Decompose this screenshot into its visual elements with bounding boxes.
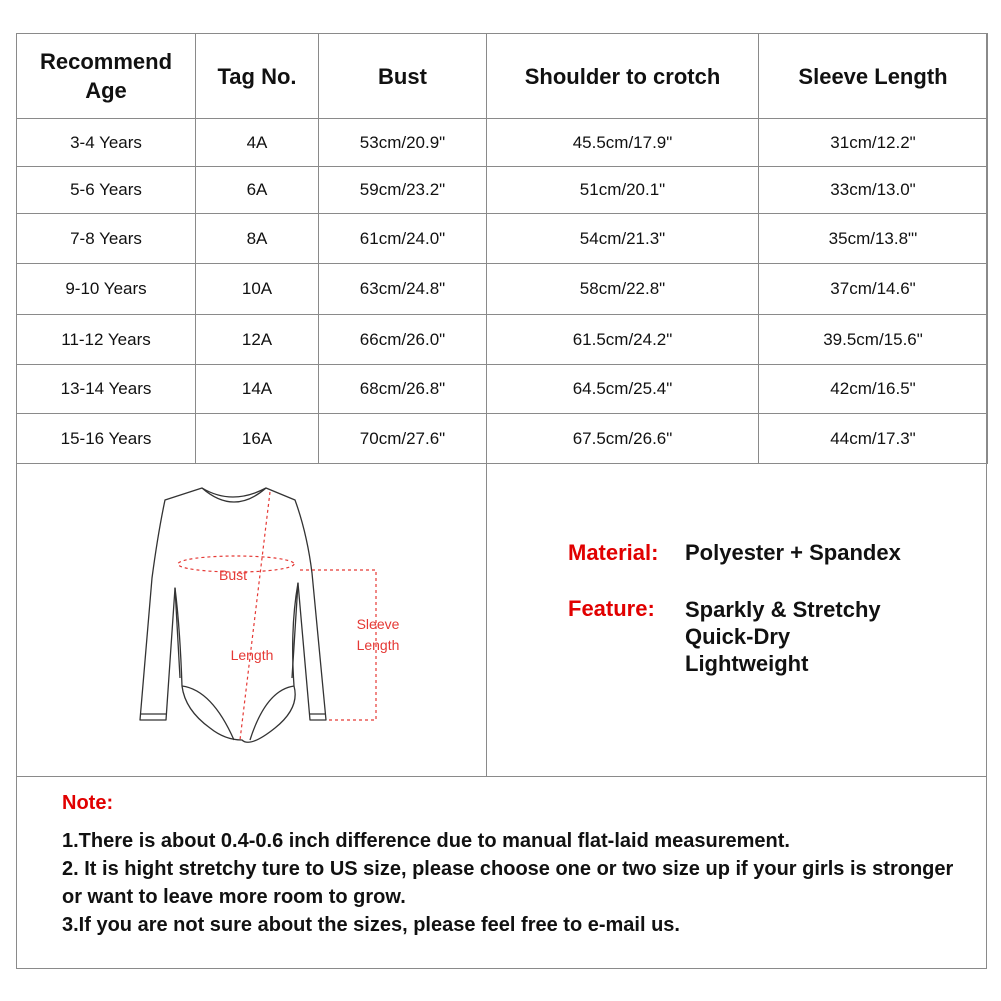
cell-sleeve: 42cm/16.5"	[759, 365, 988, 414]
table-row	[17, 365, 988, 414]
note-line: 1.There is about 0.4-0.6 inch difference due to manual flat-laid measurement.	[62, 830, 790, 852]
cell-tag: 12A	[196, 315, 319, 365]
feature-item: Sparkly & Stretchy	[685, 597, 881, 622]
cell-bust: 53cm/20.9"	[319, 119, 487, 167]
cell-age: 11-12 Years	[17, 315, 196, 365]
cell-bust: 61cm/24.0"	[319, 214, 487, 264]
cell-length: 45.5cm/17.9"	[487, 119, 759, 167]
cell-bust: 63cm/24.8"	[319, 264, 487, 315]
cell-length: 51cm/20.1"	[487, 167, 759, 214]
cell-length: 61.5cm/24.2"	[487, 315, 759, 365]
cell-sleeve: 39.5cm/15.6"	[759, 315, 988, 365]
header-tag-no: Tag No.	[196, 34, 319, 119]
feature-label: Feature:	[568, 596, 655, 621]
cell-age: 5-6 Years	[17, 167, 196, 214]
cell-tag: 14A	[196, 365, 319, 414]
cell-bust: 66cm/26.0"	[319, 315, 487, 365]
cell-sleeve: 31cm/12.2"	[759, 119, 988, 167]
cell-age: 3-4 Years	[17, 119, 196, 167]
material-label: Material:	[568, 540, 659, 565]
cell-tag: 6A	[196, 167, 319, 214]
header-sleeve-length: Sleeve Length	[759, 34, 988, 119]
notes-section	[62, 792, 972, 939]
cell-age: 13-14 Years	[17, 365, 196, 414]
cell-bust: 59cm/23.2"	[319, 167, 487, 214]
cell-length: 67.5cm/26.6"	[487, 414, 759, 464]
bust-label: Bust	[218, 567, 248, 583]
feature-row	[568, 596, 901, 677]
table-row	[17, 167, 988, 214]
sleeve-label: Sleeve	[356, 616, 400, 632]
leotard-diagram	[130, 478, 410, 758]
cell-length: 64.5cm/25.4"	[487, 365, 759, 414]
feature-item: Lightweight	[685, 651, 809, 676]
material-row	[568, 540, 901, 566]
cell-tag: 16A	[196, 414, 319, 464]
sleeve-label: Length	[356, 637, 400, 653]
header-bust: Bust	[319, 34, 487, 119]
cell-age: 15-16 Years	[17, 414, 196, 464]
note-line: 2. It is hight stretchy ture to US size, please choose one or two size up if your girls is stronger or want to leave more room to grow.	[62, 858, 954, 908]
feature-item: Quick-Dry	[685, 624, 791, 649]
cell-bust: 70cm/27.6"	[319, 414, 487, 464]
material-value: Polyester + Spandex	[685, 540, 901, 565]
product-properties	[568, 540, 901, 707]
length-measure-line	[240, 492, 270, 740]
cell-sleeve: 37cm/14.6"	[759, 264, 988, 315]
notes-title: Note:	[62, 792, 114, 814]
note-line: 3.If you are not sure about the sizes, please feel free to e-mail us.	[62, 914, 680, 936]
feature-list	[685, 596, 881, 677]
table-row	[17, 214, 988, 264]
cell-tag: 8A	[196, 214, 319, 264]
cell-sleeve: 35cm/13.8"'	[759, 214, 988, 264]
section-divider	[16, 776, 987, 777]
table-header-row	[17, 34, 988, 119]
cell-sleeve: 44cm/17.3"	[759, 414, 988, 464]
cell-length: 54cm/21.3"	[487, 214, 759, 264]
leotard-outline	[140, 488, 326, 742]
cell-tag: 10A	[196, 264, 319, 315]
section-divider	[486, 463, 487, 776]
table-row	[17, 315, 988, 365]
cell-age: 9-10 Years	[17, 264, 196, 315]
length-label: Length	[230, 647, 274, 663]
table-row	[17, 414, 988, 464]
cell-age: 7-8 Years	[17, 214, 196, 264]
header-recommend-age: Recommend Age	[17, 34, 196, 119]
table-row	[17, 119, 988, 167]
cell-tag: 4A	[196, 119, 319, 167]
header-shoulder-to-crotch: Shoulder to crotch	[487, 34, 759, 119]
cell-sleeve: 33cm/13.0"	[759, 167, 988, 214]
cell-length: 58cm/22.8"	[487, 264, 759, 315]
size-table	[16, 33, 988, 464]
cell-bust: 68cm/26.8"	[319, 365, 487, 414]
table-row	[17, 264, 988, 315]
